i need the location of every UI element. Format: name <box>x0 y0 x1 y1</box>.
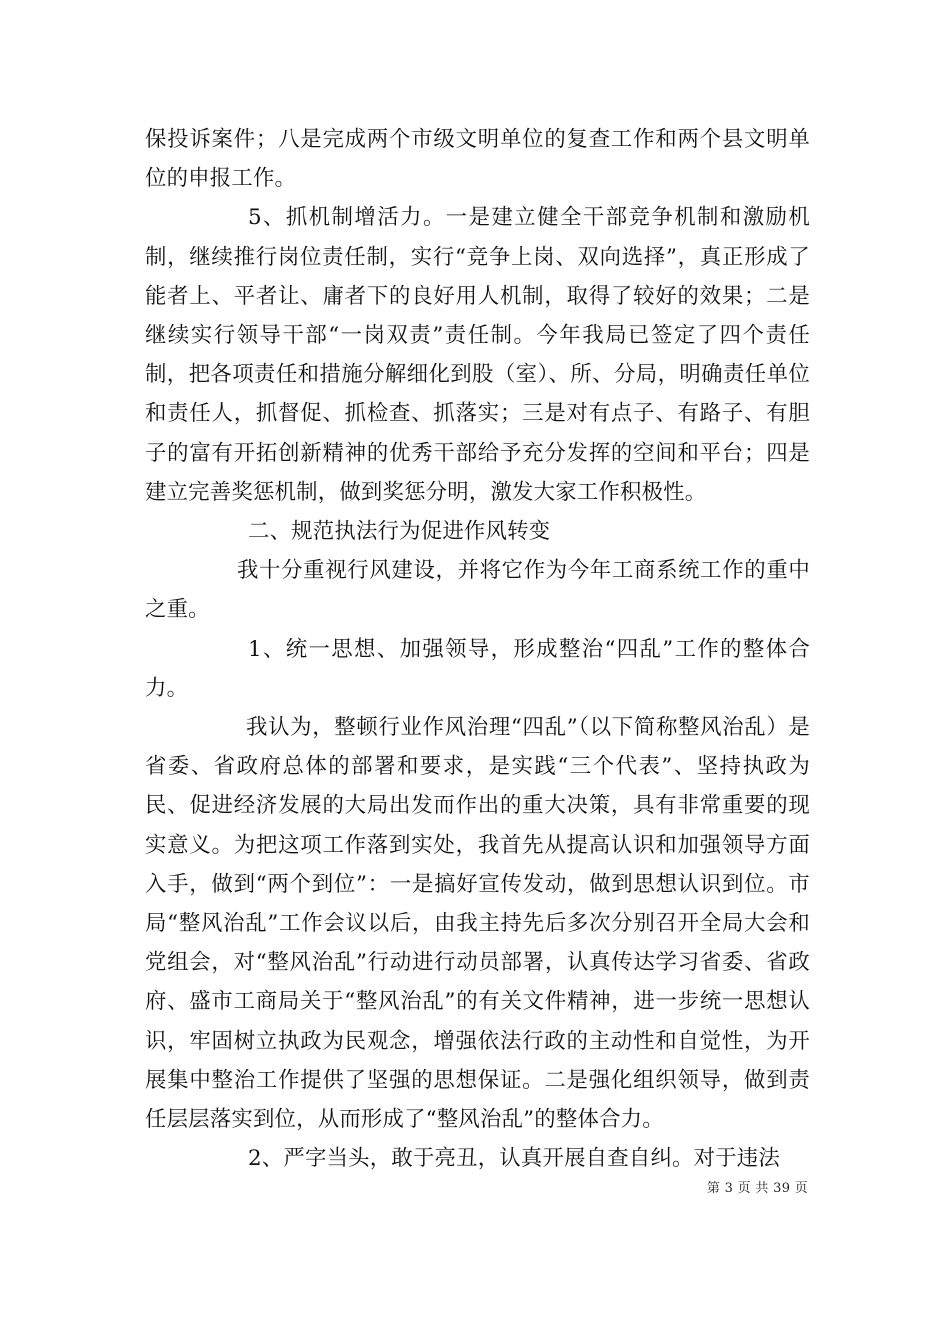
paragraph-continuation: 保投诉案件；八是完成两个市级文明单位的复查工作和两个县文明单位的申报工作。 <box>145 127 810 192</box>
paragraph-mechanism: 5、抓机制增活力。一是建立健全干部竞争机制和激励机制，继续推行岗位责任制，实行“竞争上岗、双向选择”，真正形成了能者上、平者让、庸者下的良好用人机制，取得了较好的效果；二是继续实行领导干部“一岗双责”责任制。今年我局已签定了四个责任制，把各项责任和措施分解细化到股（室）、所、分局，明确责任单位和责任人，抓督促、抓检查、抓落实；三是对有点子、有路子、有胆子的富有开拓创新精神的优秀干部给予充分发挥的空间和平台；四是建立完善奖惩机制，做到奖惩分明，激发大家工作积极性。 <box>145 205 810 505</box>
paragraph-style-building: 我十分重视行风建设，并将它作为今年工商系统工作的重中之重。 <box>145 558 810 623</box>
paragraph-rectification: 我认为，整顿行业作风治理“四乱”（以下简称整风治乱）是省委、省政府总体的部署和要求，是实践“三个代表”、坚持执政为民、促进经济发展的大局出发而作出的重大决策，具有非常重要的现实意义。为把这项工作落到实处，我首先从提高认识和加强领导方面入手，做到“两个到位”：一是搞好宣传发动，做到思想认识到位。市局“整风治乱”工作会议以后，由我主持先后多次分别召开全局大会和党组会，对“整风治乱”行动进行动员部署，认真传达学习省委、省政府、盛市工商局关于“整风治乱”的有关文件精神，进一步统一思想认识，牢固树立执政为民观念，增强依法行政的主动性和自觉性，为开展集中整治工作提供了坚强的思想保证。二是强化组织领导，做到责任层层落实到位，从而形成了“整风治乱”的整体合力。 <box>145 715 810 1133</box>
document-body <box>145 120 810 1178</box>
page-number-footer: 第 3 页 共 39 页 <box>706 1181 808 1196</box>
section-heading: 二、规范执法行为促进作风转变 <box>248 519 551 545</box>
subheading-self-inspection: 2、严字当头，敢于亮丑，认真开展自查自纠。对于违法 <box>248 1146 780 1172</box>
subheading-unify-thinking: 1、统一思想、加强领导，形成整治“四乱”工作的整体合力。 <box>145 636 810 701</box>
